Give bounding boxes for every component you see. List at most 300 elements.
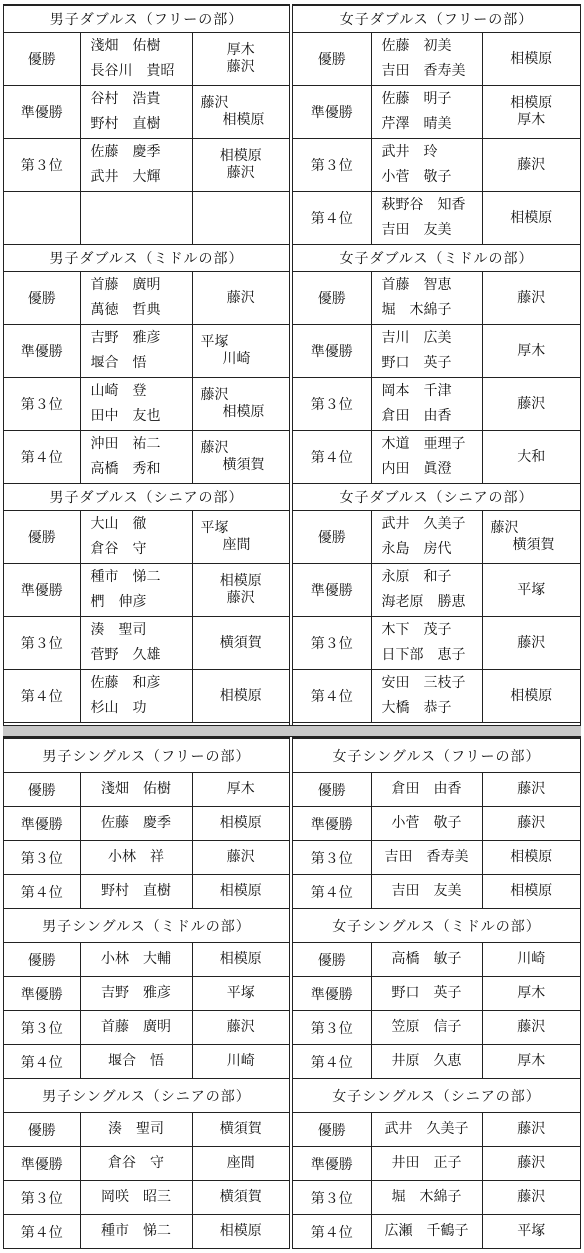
city-name: 藤沢 xyxy=(200,387,229,403)
player-name: 萬徳 哲典 xyxy=(90,302,161,318)
rank-label: 準優勝 xyxy=(4,977,80,1011)
prefecture-city xyxy=(192,192,289,245)
player-name: 野村 直樹 xyxy=(80,875,192,909)
section-header-row xyxy=(293,484,580,511)
player-name: 淺畑 佑樹 xyxy=(90,38,161,54)
result-row xyxy=(4,86,289,139)
singles-table xyxy=(4,738,289,1249)
player-name: 高橋 秀和 xyxy=(90,461,161,477)
city-name: 相模原 xyxy=(222,112,265,128)
rank-label: 第３位 xyxy=(4,1181,80,1215)
rank-label: 準優勝 xyxy=(4,325,80,378)
rank-label: 第３位 xyxy=(4,1011,80,1045)
city-name: 藤沢 xyxy=(490,520,519,536)
city-name: 横須賀 xyxy=(219,634,262,651)
city-name: 相模原 xyxy=(219,148,262,164)
city-name: 相模原 xyxy=(482,875,580,909)
player-name: 大山 徹 xyxy=(90,516,147,532)
city-name: 横須賀 xyxy=(192,1181,289,1215)
city-name: 相模原 xyxy=(482,841,580,875)
rank-label: 第３位 xyxy=(293,617,371,670)
city-name: 川崎 xyxy=(482,943,580,977)
city-name: 藤沢 xyxy=(517,634,546,651)
rank-label: 優勝 xyxy=(4,773,80,807)
city-name: 川崎 xyxy=(192,1045,289,1079)
section-title: 女子ダブルス（シニアの部） xyxy=(293,484,580,511)
city-name: 厚木 xyxy=(226,42,255,58)
section-divider xyxy=(3,725,581,737)
section-title: 男子ダブルス（シニアの部） xyxy=(4,484,289,511)
result-row xyxy=(4,1181,289,1215)
player-name: 堰合 悟 xyxy=(90,355,147,371)
player-names xyxy=(80,192,192,245)
result-row xyxy=(293,192,580,245)
player-name: 武井 久美子 xyxy=(371,1113,482,1147)
player-name: 吉川 広美 xyxy=(381,330,452,346)
prefecture-city xyxy=(482,617,580,670)
player-name: 佐藤 慶季 xyxy=(80,807,192,841)
city-name: 相模原 xyxy=(192,807,289,841)
result-row xyxy=(293,617,580,670)
prefecture-city xyxy=(482,670,580,723)
city-name: 厚木 xyxy=(482,1045,580,1079)
rank-label: 第４位 xyxy=(293,875,371,909)
city-name: 厚木 xyxy=(482,977,580,1011)
rank-label: 第３位 xyxy=(293,1181,371,1215)
doubles-left-column xyxy=(3,4,290,726)
player-name: 首藤 廣明 xyxy=(80,1011,192,1045)
city-name: 相模原 xyxy=(510,209,553,226)
rank-label: 優勝 xyxy=(4,511,80,564)
player-name: 日下部 恵子 xyxy=(381,647,466,663)
section-title: 女子シングルス（フリーの部） xyxy=(293,739,580,773)
city-name: 藤沢 xyxy=(482,807,580,841)
rank-label: 準優勝 xyxy=(293,977,371,1011)
result-row xyxy=(4,431,289,484)
result-row xyxy=(293,564,580,617)
city-name: 座間 xyxy=(192,1147,289,1181)
player-name: 武井 玲 xyxy=(381,144,438,160)
player-names xyxy=(80,86,192,139)
result-row xyxy=(4,1147,289,1181)
result-row xyxy=(293,841,580,875)
prefecture-city xyxy=(192,272,289,325)
prefecture-city xyxy=(482,272,580,325)
rank-label: 第４位 xyxy=(293,670,371,723)
player-name: 吉田 友美 xyxy=(371,875,482,909)
player-name: 首藤 智恵 xyxy=(381,277,452,293)
result-row xyxy=(293,272,580,325)
prefecture-city xyxy=(192,378,289,431)
player-names xyxy=(371,325,482,378)
section-header-row xyxy=(4,245,289,272)
player-names xyxy=(371,670,482,723)
city-name: 藤沢 xyxy=(517,395,546,412)
result-row xyxy=(4,875,289,909)
result-row xyxy=(4,511,289,564)
result-row xyxy=(293,511,580,564)
city-name: 藤沢 xyxy=(482,1011,580,1045)
section-title: 女子シングルス（ミドルの部） xyxy=(293,909,580,943)
player-name: 菅野 久雄 xyxy=(90,647,161,663)
player-name: 小林 祥 xyxy=(80,841,192,875)
city-name: 平塚 xyxy=(482,1215,580,1249)
rank-label xyxy=(4,192,80,245)
city-name: 相模原 xyxy=(192,875,289,909)
city-name: 藤沢 xyxy=(200,440,229,456)
result-row xyxy=(4,564,289,617)
prefecture-city xyxy=(482,139,580,192)
rank-label: 準優勝 xyxy=(4,86,80,139)
city-name: 横須賀 xyxy=(192,1113,289,1147)
singles-left-column xyxy=(3,737,290,1249)
city-name: 大和 xyxy=(517,448,546,465)
player-name: 吉野 雅彦 xyxy=(80,977,192,1011)
city-name: 相模原 xyxy=(510,95,553,111)
player-names xyxy=(371,378,482,431)
rank-label: 準優勝 xyxy=(293,807,371,841)
player-names xyxy=(80,325,192,378)
result-row xyxy=(293,943,580,977)
result-row xyxy=(293,33,580,86)
player-name: 小林 大輔 xyxy=(80,943,192,977)
player-name: 淺畑 佑樹 xyxy=(80,773,192,807)
section-header-row xyxy=(4,909,289,943)
rank-label: 第３位 xyxy=(293,841,371,875)
player-name: 野口 英子 xyxy=(371,977,482,1011)
prefecture-city xyxy=(192,670,289,723)
city-name: 藤沢 xyxy=(482,1147,580,1181)
rank-label: 第３位 xyxy=(4,139,80,192)
city-name: 相模原 xyxy=(219,687,262,704)
player-names xyxy=(371,564,482,617)
prefecture-city xyxy=(482,325,580,378)
rank-label: 第３位 xyxy=(4,617,80,670)
section-title: 男子シングルス（シニアの部） xyxy=(4,1079,289,1113)
section-header-row xyxy=(4,484,289,511)
player-name: 永原 和子 xyxy=(381,569,452,585)
player-name: 湊 聖司 xyxy=(80,1113,192,1147)
player-names xyxy=(80,511,192,564)
result-row xyxy=(4,139,289,192)
result-row xyxy=(4,1045,289,1079)
player-names xyxy=(80,564,192,617)
result-row xyxy=(4,773,289,807)
city-name: 相模原 xyxy=(510,687,553,704)
player-name: 武井 大輝 xyxy=(90,169,161,185)
player-name: 岡咲 昭三 xyxy=(80,1181,192,1215)
player-name: 堀 木綿子 xyxy=(381,302,452,318)
city-name: 相模原 xyxy=(222,404,265,420)
result-row xyxy=(4,617,289,670)
player-name: 谷村 浩貴 xyxy=(90,91,161,107)
player-name: 倉田 由香 xyxy=(371,773,482,807)
player-names xyxy=(80,617,192,670)
player-name: 杉山 功 xyxy=(90,700,147,716)
city-name: 平塚 xyxy=(200,334,229,350)
prefecture-city xyxy=(482,511,580,564)
player-name: 高橋 敏子 xyxy=(371,943,482,977)
section-title: 男子ダブルス（フリーの部） xyxy=(4,6,289,33)
city-name: 藤沢 xyxy=(200,95,229,111)
player-name: 佐藤 明子 xyxy=(381,91,452,107)
section-title: 男子シングルス（フリーの部） xyxy=(4,739,289,773)
section-title: 女子シングルス（シニアの部） xyxy=(293,1079,580,1113)
city-name: 厚木 xyxy=(517,112,546,128)
prefecture-city xyxy=(192,139,289,192)
city-name: 藤沢 xyxy=(226,59,255,75)
result-row xyxy=(293,1215,580,1249)
section-header-row xyxy=(293,909,580,943)
player-name: 小菅 敬子 xyxy=(371,807,482,841)
player-name: 海老原 勝恵 xyxy=(381,594,466,610)
player-names xyxy=(371,139,482,192)
player-names xyxy=(371,86,482,139)
city-name: 藤沢 xyxy=(192,841,289,875)
rank-label: 準優勝 xyxy=(293,564,371,617)
result-row xyxy=(293,875,580,909)
result-row xyxy=(4,378,289,431)
section-title: 男子ダブルス（ミドルの部） xyxy=(4,245,289,272)
prefecture-city xyxy=(192,564,289,617)
player-name: 吉田 香寿美 xyxy=(381,63,466,79)
city-name: 厚木 xyxy=(192,773,289,807)
player-names xyxy=(371,617,482,670)
result-row xyxy=(4,807,289,841)
result-row xyxy=(4,325,289,378)
rank-label: 優勝 xyxy=(4,1113,80,1147)
section-title: 女子ダブルス（フリーの部） xyxy=(293,6,580,33)
player-name: 井原 久恵 xyxy=(371,1045,482,1079)
rank-label: 優勝 xyxy=(4,33,80,86)
section-title: 男子シングルス（ミドルの部） xyxy=(4,909,289,943)
result-row xyxy=(293,431,580,484)
player-names xyxy=(80,378,192,431)
player-name: 内田 眞澄 xyxy=(381,461,452,477)
rank-label: 準優勝 xyxy=(293,86,371,139)
result-row xyxy=(293,773,580,807)
city-name: 横須賀 xyxy=(222,457,265,473)
player-name: 長谷川 貴昭 xyxy=(90,63,175,79)
player-names xyxy=(371,33,482,86)
city-name: 川崎 xyxy=(222,351,251,367)
section-header-row xyxy=(293,6,580,33)
result-row xyxy=(4,943,289,977)
prefecture-city xyxy=(482,431,580,484)
rank-label: 準優勝 xyxy=(4,807,80,841)
player-name: 山崎 登 xyxy=(90,383,147,399)
city-name: 横須賀 xyxy=(512,537,555,553)
prefecture-city xyxy=(192,33,289,86)
player-name: 種市 悌二 xyxy=(80,1215,192,1249)
prefecture-city xyxy=(482,33,580,86)
rank-label: 優勝 xyxy=(293,773,371,807)
rank-label: 第４位 xyxy=(4,875,80,909)
player-names xyxy=(80,272,192,325)
result-row xyxy=(293,670,580,723)
city-name: 藤沢 xyxy=(192,1011,289,1045)
player-name: 倉谷 守 xyxy=(80,1147,192,1181)
rank-label: 第３位 xyxy=(4,378,80,431)
rank-label: 準優勝 xyxy=(293,325,371,378)
result-row xyxy=(293,1045,580,1079)
prefecture-city xyxy=(192,86,289,139)
prefecture-city xyxy=(192,325,289,378)
player-names xyxy=(80,431,192,484)
city-name: 藤沢 xyxy=(226,590,255,606)
city-name: 平塚 xyxy=(200,520,229,536)
player-name: 井田 正子 xyxy=(371,1147,482,1181)
result-row xyxy=(293,807,580,841)
player-name: 種市 悌二 xyxy=(90,569,161,585)
city-name: 平塚 xyxy=(192,977,289,1011)
city-name: 相模原 xyxy=(192,943,289,977)
player-names xyxy=(80,670,192,723)
player-name: 堀 木綿子 xyxy=(371,1181,482,1215)
rank-label: 優勝 xyxy=(293,33,371,86)
rank-label: 第３位 xyxy=(293,1011,371,1045)
section-header-row xyxy=(4,6,289,33)
rank-label: 第３位 xyxy=(4,841,80,875)
player-name: 吉田 友美 xyxy=(381,222,452,238)
result-row xyxy=(293,1181,580,1215)
result-row xyxy=(293,1113,580,1147)
player-names xyxy=(371,511,482,564)
rank-label: 第３位 xyxy=(293,139,371,192)
rank-label: 優勝 xyxy=(4,272,80,325)
city-name: 藤沢 xyxy=(226,289,255,306)
result-row xyxy=(293,977,580,1011)
rank-label: 第４位 xyxy=(4,1045,80,1079)
singles-right-column xyxy=(292,737,581,1249)
city-name: 藤沢 xyxy=(482,773,580,807)
city-name: 相模原 xyxy=(510,50,553,67)
result-row xyxy=(293,139,580,192)
result-row xyxy=(293,325,580,378)
city-name: 厚木 xyxy=(517,342,546,359)
player-name: 佐藤 和彦 xyxy=(90,675,161,691)
player-name: 吉野 雅彦 xyxy=(90,330,161,346)
section-header-row xyxy=(4,739,289,773)
player-name: 木下 茂子 xyxy=(381,622,452,638)
result-row xyxy=(4,33,289,86)
player-name: 広瀬 千鶴子 xyxy=(371,1215,482,1249)
player-name: 笠原 信子 xyxy=(371,1011,482,1045)
result-row xyxy=(293,1147,580,1181)
player-name: 沖田 祐二 xyxy=(90,436,161,452)
player-name: 永島 房代 xyxy=(381,541,452,557)
prefecture-city xyxy=(482,564,580,617)
result-row xyxy=(4,1215,289,1249)
rank-label: 第４位 xyxy=(293,1215,371,1249)
player-name: 椚 伸彦 xyxy=(90,594,147,610)
player-names xyxy=(80,33,192,86)
player-name: 佐藤 慶季 xyxy=(90,144,161,160)
player-name: 小菅 敬子 xyxy=(381,169,452,185)
player-name: 大橋 恭子 xyxy=(381,700,452,716)
result-row xyxy=(4,841,289,875)
city-name: 座間 xyxy=(222,537,251,553)
prefecture-city xyxy=(482,192,580,245)
section-header-row xyxy=(293,1079,580,1113)
player-name: 安田 三枝子 xyxy=(381,675,466,691)
prefecture-city xyxy=(192,511,289,564)
rank-label: 第４位 xyxy=(4,1215,80,1249)
result-row xyxy=(4,272,289,325)
player-names xyxy=(371,192,482,245)
result-row xyxy=(4,670,289,723)
player-name: 岡本 千津 xyxy=(381,383,452,399)
player-names xyxy=(371,431,482,484)
rank-label: 第４位 xyxy=(293,1045,371,1079)
rank-label: 第４位 xyxy=(4,431,80,484)
player-name: 芹澤 晴美 xyxy=(381,116,452,132)
rank-label: 第４位 xyxy=(293,431,371,484)
city-name: 藤沢 xyxy=(517,156,546,173)
prefecture-city xyxy=(482,378,580,431)
player-name: 野村 直樹 xyxy=(90,116,161,132)
section-header-row xyxy=(293,739,580,773)
rank-label: 優勝 xyxy=(293,1113,371,1147)
city-name: 藤沢 xyxy=(482,1113,580,1147)
rank-label: 優勝 xyxy=(4,943,80,977)
player-name: 野口 英子 xyxy=(381,355,452,371)
player-name: 湊 聖司 xyxy=(90,622,147,638)
rank-label: 優勝 xyxy=(293,943,371,977)
player-name: 吉田 香寿美 xyxy=(371,841,482,875)
player-names xyxy=(80,139,192,192)
prefecture-city xyxy=(482,86,580,139)
player-name: 田中 友也 xyxy=(90,408,161,424)
result-row xyxy=(293,1011,580,1045)
rank-label: 準優勝 xyxy=(293,1147,371,1181)
rank-label: 第３位 xyxy=(293,378,371,431)
doubles-right-column xyxy=(292,4,581,726)
rank-label: 第４位 xyxy=(293,192,371,245)
player-name: 首藤 廣明 xyxy=(90,277,161,293)
player-name: 武井 久美子 xyxy=(381,516,466,532)
player-name: 木道 亜理子 xyxy=(381,436,466,452)
section-title: 女子ダブルス（ミドルの部） xyxy=(293,245,580,272)
player-name: 佐藤 初美 xyxy=(381,38,452,54)
rank-label: 優勝 xyxy=(293,511,371,564)
result-row xyxy=(4,1113,289,1147)
rank-label: 準優勝 xyxy=(4,1147,80,1181)
city-name: 相模原 xyxy=(192,1215,289,1249)
city-name: 平塚 xyxy=(517,581,546,598)
singles-table xyxy=(293,738,580,1249)
rank-label: 優勝 xyxy=(293,272,371,325)
doubles-table xyxy=(4,5,289,723)
city-name: 藤沢 xyxy=(517,289,546,306)
doubles-table xyxy=(293,5,580,723)
player-name: 倉谷 守 xyxy=(90,541,147,557)
section-header-row xyxy=(293,245,580,272)
result-row xyxy=(4,977,289,1011)
player-names xyxy=(371,272,482,325)
city-name: 相模原 xyxy=(219,573,262,589)
prefecture-city xyxy=(192,431,289,484)
player-name: 萩野谷 知香 xyxy=(381,197,466,213)
city-name: 藤沢 xyxy=(482,1181,580,1215)
result-row xyxy=(4,192,289,245)
player-name: 堰合 悟 xyxy=(80,1045,192,1079)
result-row xyxy=(4,1011,289,1045)
rank-label: 第４位 xyxy=(4,670,80,723)
player-name: 倉田 由香 xyxy=(381,408,452,424)
result-row xyxy=(293,378,580,431)
city-name: 藤沢 xyxy=(226,165,255,181)
